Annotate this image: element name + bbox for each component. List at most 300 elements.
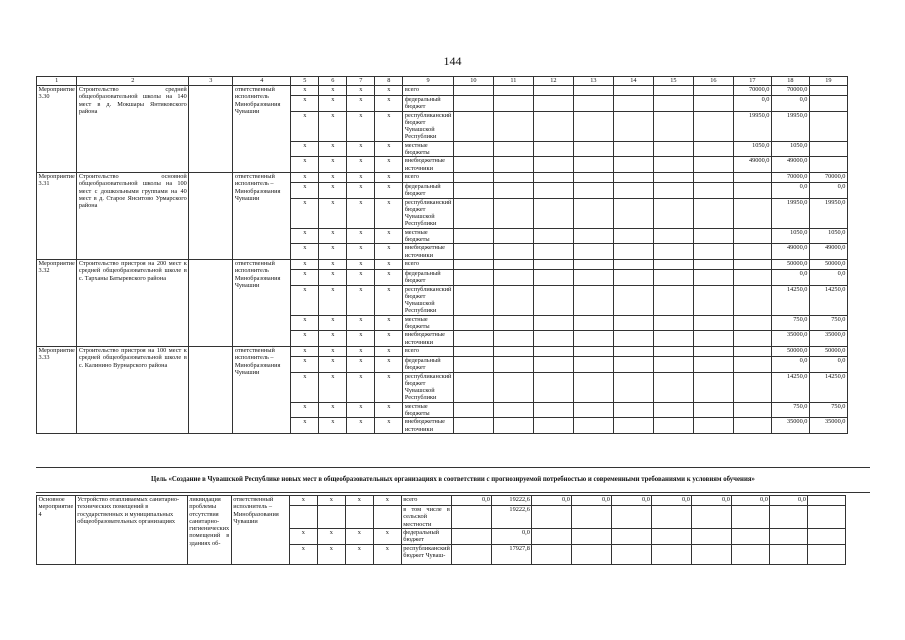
year-value <box>653 418 693 434</box>
year-value <box>493 96 533 112</box>
year-value <box>693 111 733 141</box>
event-name: Строительство средней общеобразовательной школы на 140 мест в д. Мокшары Янтиковского района <box>77 86 189 173</box>
year-value <box>613 331 653 347</box>
year-value <box>493 259 533 269</box>
code-mark: x <box>319 182 347 198</box>
year-value <box>533 172 573 182</box>
code-mark: x <box>291 244 319 260</box>
funding-source: республиканский бюджет Чуваш- <box>401 544 452 564</box>
year-value <box>693 269 733 285</box>
code-mark: x <box>319 198 347 228</box>
year-value: 50000,0 <box>771 259 809 269</box>
year-value <box>533 111 573 141</box>
year-value: 14250,0 <box>771 285 809 315</box>
year-value <box>653 372 693 402</box>
year-value <box>808 496 846 506</box>
year-value <box>573 402 613 418</box>
year-value <box>533 402 573 418</box>
year-value: 35000,0 <box>809 331 847 347</box>
year-value: 0,0 <box>771 182 809 198</box>
year-value: 50000,0 <box>771 346 809 356</box>
code-mark <box>345 506 373 529</box>
column-number: 18 <box>771 77 809 86</box>
year-value: 17927,8 <box>492 544 532 564</box>
year-value <box>453 157 493 173</box>
year-value <box>613 172 653 182</box>
event-executor: ответственный исполнитель – Минобразования Чувашии <box>233 346 291 433</box>
code-mark: x <box>291 418 319 434</box>
year-value <box>533 259 573 269</box>
year-value <box>533 418 573 434</box>
event-name: Строительство пристроя на 100 мест к средней общеобразовательной школе в с. Калинино Вурнарского района <box>77 346 189 433</box>
funding-source: внебюджетные источники <box>403 418 454 434</box>
year-value <box>573 418 613 434</box>
column-number: 7 <box>347 77 375 86</box>
code-mark: x <box>319 86 347 96</box>
event-label: Мероприятие 3.32 <box>37 259 77 346</box>
year-value <box>493 228 533 244</box>
code-mark: x <box>347 402 375 418</box>
year-value <box>572 529 612 545</box>
table-row <box>37 259 848 269</box>
code-mark: x <box>347 356 375 372</box>
year-value <box>613 198 653 228</box>
year-value <box>453 269 493 285</box>
year-value: 49000,0 <box>733 157 771 173</box>
year-value <box>572 506 612 529</box>
column-number: 6 <box>319 77 347 86</box>
year-value: 49000,0 <box>809 244 847 260</box>
year-value <box>573 244 613 260</box>
year-value: 0,0 <box>692 496 732 506</box>
code-mark: x <box>289 496 317 506</box>
year-value <box>733 172 771 182</box>
code-mark: x <box>291 331 319 347</box>
table-row <box>37 346 848 356</box>
code-mark: x <box>347 198 375 228</box>
year-value <box>533 141 573 157</box>
year-value: 0,0 <box>809 269 847 285</box>
funding-source: республиканский бюджет Чувашской Республики <box>404 285 452 315</box>
year-value <box>613 244 653 260</box>
year-value <box>533 285 573 315</box>
year-value <box>573 228 613 244</box>
year-value <box>573 182 613 198</box>
column-number: 9 <box>403 77 454 86</box>
year-value <box>572 544 612 564</box>
funding-source: местные бюджеты <box>403 402 454 418</box>
year-value <box>733 331 771 347</box>
code-mark: x <box>319 346 347 356</box>
year-value <box>613 285 653 315</box>
code-mark: x <box>347 182 375 198</box>
code-mark: x <box>291 96 319 112</box>
code-mark: x <box>373 496 401 506</box>
event-label: Мероприятие 3.30 <box>37 86 77 173</box>
year-value <box>693 346 733 356</box>
code-mark: x <box>289 544 317 564</box>
year-value <box>573 372 613 402</box>
year-value <box>493 356 533 372</box>
year-value: 35000,0 <box>771 331 809 347</box>
year-value: 70000,0 <box>733 86 771 96</box>
year-value <box>533 244 573 260</box>
year-value <box>693 172 733 182</box>
year-value <box>493 315 533 331</box>
year-value <box>653 315 693 331</box>
year-value <box>653 259 693 269</box>
year-value <box>809 111 847 141</box>
year-value <box>808 529 846 545</box>
year-value <box>493 346 533 356</box>
year-value <box>808 506 846 529</box>
funding-source: в том числе в сельской местности <box>403 506 450 528</box>
year-value <box>613 356 653 372</box>
year-value <box>493 331 533 347</box>
funding-source: внебюджетные источники <box>403 157 454 173</box>
table-row <box>37 86 848 96</box>
code-mark: x <box>347 157 375 173</box>
year-value <box>693 418 733 434</box>
column-number-row <box>37 77 848 86</box>
year-value <box>653 402 693 418</box>
funding-source: федеральный бюджет <box>403 182 454 198</box>
code-mark: x <box>375 172 403 182</box>
code-mark: x <box>291 182 319 198</box>
code-mark: x <box>375 259 403 269</box>
year-value: 19950,0 <box>771 198 809 228</box>
year-value <box>613 111 653 141</box>
year-value <box>453 111 493 141</box>
code-mark: x <box>373 544 401 564</box>
year-value <box>733 198 771 228</box>
year-value <box>732 544 770 564</box>
year-value <box>770 506 808 529</box>
year-value <box>533 372 573 402</box>
code-mark: x <box>375 244 403 260</box>
event-label: Основное мероприятие 4 <box>37 496 76 565</box>
code-mark: x <box>347 315 375 331</box>
year-value <box>693 182 733 198</box>
year-value: 0,0 <box>572 496 612 506</box>
code-mark: x <box>345 529 373 545</box>
year-value: 0,0 <box>732 496 770 506</box>
code-mark: x <box>347 86 375 96</box>
year-value <box>809 141 847 157</box>
funding-source: федеральный бюджет <box>403 356 454 372</box>
code-mark: x <box>375 182 403 198</box>
year-value <box>613 315 653 331</box>
year-value <box>532 529 572 545</box>
code-mark: x <box>375 372 403 402</box>
year-value <box>612 506 652 529</box>
year-value <box>453 259 493 269</box>
year-value: 750,0 <box>809 315 847 331</box>
year-value <box>453 402 493 418</box>
funding-source: республиканский бюджет Чувашской Республики <box>404 111 452 141</box>
year-value <box>693 228 733 244</box>
year-value <box>653 285 693 315</box>
funding-source: внебюджетные источники <box>403 244 454 260</box>
year-value: 70000,0 <box>771 172 809 182</box>
event-name: Строительство пристроя на 200 мест к средней общеобразовательной школе в с. Тарханы Батыревского района <box>77 259 189 346</box>
year-value <box>653 182 693 198</box>
funding-source: местные бюджеты <box>403 315 454 331</box>
year-value <box>493 285 533 315</box>
year-value <box>453 418 493 434</box>
year-value <box>809 96 847 112</box>
code-mark: x <box>375 157 403 173</box>
code-mark: x <box>319 372 347 402</box>
code-mark: x <box>289 529 317 545</box>
code-mark: x <box>291 157 319 173</box>
year-value <box>493 372 533 402</box>
funding-source: республиканский бюджет Чувашской Республики <box>404 372 452 402</box>
code-mark: x <box>347 418 375 434</box>
column-number: 14 <box>613 77 653 86</box>
year-value: 14250,0 <box>771 372 809 402</box>
year-value <box>573 259 613 269</box>
main-event-table <box>36 495 846 565</box>
event-label: Мероприятие 3.33 <box>37 346 77 433</box>
year-value <box>573 331 613 347</box>
year-value <box>653 96 693 112</box>
code-mark: x <box>319 418 347 434</box>
code-mark: x <box>319 111 347 141</box>
page-number: 144 <box>443 54 462 68</box>
code-mark: x <box>319 285 347 315</box>
column-number: 11 <box>493 77 533 86</box>
code-mark: x <box>347 96 375 112</box>
year-value <box>733 356 771 372</box>
year-value: 0,0 <box>733 96 771 112</box>
year-value <box>653 331 693 347</box>
code-mark <box>373 506 401 529</box>
year-value <box>770 529 808 545</box>
funding-source: всего <box>403 172 454 182</box>
code-mark: x <box>291 269 319 285</box>
code-mark: x <box>319 172 347 182</box>
year-value <box>453 182 493 198</box>
year-value <box>653 198 693 228</box>
code-mark: x <box>375 346 403 356</box>
year-value <box>613 269 653 285</box>
year-value <box>533 228 573 244</box>
year-value <box>573 86 613 96</box>
year-value <box>452 544 492 564</box>
funding-source: республиканский бюджет Чувашской Республики <box>404 198 452 228</box>
year-value <box>573 157 613 173</box>
code-mark: x <box>319 228 347 244</box>
funding-source: всего <box>403 86 454 96</box>
event-name: Устройство отапливаемых санитарно-технических помещений в государственных и муниципальных общеобразовательных организациях <box>75 496 187 565</box>
year-value <box>613 182 653 198</box>
year-value: 1050,0 <box>771 228 809 244</box>
year-value <box>493 172 533 182</box>
code-mark: x <box>375 331 403 347</box>
code-mark: x <box>319 96 347 112</box>
year-value <box>652 544 692 564</box>
column-number: 8 <box>375 77 403 86</box>
year-value: 750,0 <box>809 402 847 418</box>
code-mark: x <box>375 228 403 244</box>
event-goal: ликвидация проблемы отсутствия санитарно-гигиенических помещений в зданиях об- <box>187 496 231 565</box>
year-value <box>733 372 771 402</box>
year-value: 49000,0 <box>771 244 809 260</box>
code-mark: x <box>291 259 319 269</box>
year-value <box>692 529 732 545</box>
year-value: 0,0 <box>612 496 652 506</box>
year-value <box>573 96 613 112</box>
year-value <box>493 418 533 434</box>
year-value <box>808 544 846 564</box>
year-value <box>453 198 493 228</box>
funding-source: местные бюджеты <box>403 228 454 244</box>
code-mark: x <box>319 244 347 260</box>
code-mark: x <box>291 372 319 402</box>
year-value: 0,0 <box>771 96 809 112</box>
code-mark: x <box>347 285 375 315</box>
year-value <box>573 172 613 182</box>
year-value <box>692 544 732 564</box>
code-mark: x <box>317 529 345 545</box>
code-mark: x <box>345 496 373 506</box>
event-label: Мероприятие 3.31 <box>37 172 77 259</box>
code-mark: x <box>347 228 375 244</box>
year-value <box>533 331 573 347</box>
event-goal <box>189 172 233 259</box>
year-value <box>693 372 733 402</box>
year-value <box>653 269 693 285</box>
funding-source: всего <box>401 496 452 506</box>
code-mark: x <box>319 259 347 269</box>
year-value <box>493 182 533 198</box>
year-value: 750,0 <box>771 402 809 418</box>
code-mark <box>317 506 345 529</box>
year-value <box>493 157 533 173</box>
code-mark: x <box>319 141 347 157</box>
year-value <box>453 346 493 356</box>
year-value <box>733 418 771 434</box>
year-value <box>733 228 771 244</box>
year-value <box>573 269 613 285</box>
year-value <box>733 244 771 260</box>
year-value: 14250,0 <box>809 285 847 315</box>
year-value <box>533 182 573 198</box>
year-value <box>733 182 771 198</box>
year-value <box>692 506 732 529</box>
year-value <box>493 111 533 141</box>
event-executor: ответственный исполнитель – Минобразования Чувашии <box>233 172 291 259</box>
column-number: 5 <box>291 77 319 86</box>
column-number: 15 <box>653 77 693 86</box>
year-value <box>733 402 771 418</box>
year-value <box>493 198 533 228</box>
funding-source: федеральный бюджет <box>401 529 452 545</box>
year-value <box>693 402 733 418</box>
code-mark: x <box>291 315 319 331</box>
year-value: 0,0 <box>771 356 809 372</box>
year-value <box>613 96 653 112</box>
year-value <box>733 346 771 356</box>
event-name: Строительство основной общеобразовательной школы на 100 мест с дошкольными группами на 40 мест в д. Старое Янситово Урмарского района <box>77 172 189 259</box>
year-value: 70000,0 <box>809 172 847 182</box>
year-value <box>733 259 771 269</box>
year-value: 0,0 <box>771 269 809 285</box>
year-value <box>693 96 733 112</box>
year-value <box>613 418 653 434</box>
code-mark: x <box>291 172 319 182</box>
table-row <box>37 496 846 506</box>
year-value <box>573 285 613 315</box>
year-value <box>693 198 733 228</box>
year-value <box>493 402 533 418</box>
event-goal <box>189 259 233 346</box>
code-mark: x <box>375 315 403 331</box>
year-value <box>573 346 613 356</box>
year-value <box>653 356 693 372</box>
year-value <box>493 244 533 260</box>
event-executor: ответственный исполнитель Минобразования Чувашии <box>233 86 291 173</box>
year-value <box>532 544 572 564</box>
year-value <box>573 141 613 157</box>
year-value <box>453 331 493 347</box>
code-mark: x <box>375 111 403 141</box>
year-value <box>452 529 492 545</box>
column-number: 12 <box>533 77 573 86</box>
year-value: 0,0 <box>809 182 847 198</box>
year-value <box>693 86 733 96</box>
column-number: 16 <box>693 77 733 86</box>
year-value <box>733 269 771 285</box>
year-value <box>809 86 847 96</box>
code-mark: x <box>291 285 319 315</box>
code-mark: x <box>345 544 373 564</box>
year-value <box>533 346 573 356</box>
event-executor: ответственный исполнитель – Минобразования Чувашии <box>231 496 289 565</box>
year-value <box>453 372 493 402</box>
year-value: 14250,0 <box>809 372 847 402</box>
year-value: 49000,0 <box>771 157 809 173</box>
year-value <box>653 244 693 260</box>
year-value: 750,0 <box>771 315 809 331</box>
year-value: 19950,0 <box>771 111 809 141</box>
year-value <box>652 506 692 529</box>
year-value <box>693 141 733 157</box>
funding-source: федеральный бюджет <box>403 96 454 112</box>
year-value: 1050,0 <box>771 141 809 157</box>
year-value <box>453 244 493 260</box>
year-value <box>573 356 613 372</box>
code-mark: x <box>375 96 403 112</box>
year-value <box>809 157 847 173</box>
code-mark: x <box>319 269 347 285</box>
year-value <box>653 141 693 157</box>
year-value: 19950,0 <box>809 198 847 228</box>
year-value: 35000,0 <box>809 418 847 434</box>
code-mark: x <box>291 356 319 372</box>
year-value: 1050,0 <box>809 228 847 244</box>
event-goal <box>189 346 233 433</box>
year-value <box>533 157 573 173</box>
code-mark: x <box>347 141 375 157</box>
code-mark: x <box>375 198 403 228</box>
year-value: 0,0 <box>809 356 847 372</box>
year-value: 19222,6 <box>492 506 532 529</box>
code-mark: x <box>347 346 375 356</box>
year-value <box>653 157 693 173</box>
year-value: 0,0 <box>452 496 492 506</box>
